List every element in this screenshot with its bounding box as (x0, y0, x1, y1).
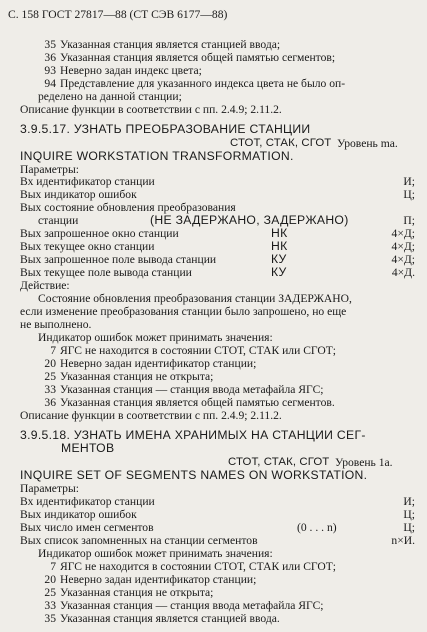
error-code: 35 (44, 612, 56, 625)
param-kind: Ц; (403, 508, 415, 521)
action-label: Действие: (20, 279, 70, 292)
param-name: Вых состояние обновления преобразования (20, 201, 236, 214)
error-text: Указанная станция является станцией ввода; (60, 38, 281, 51)
error-code: 94 (44, 77, 56, 90)
error-text: Неверно задан идентификатор станции; (60, 573, 257, 586)
param-type: КУ (271, 265, 287, 279)
param-kind: 4×Д; (391, 253, 415, 266)
error-code: 25 (44, 370, 56, 383)
action-text: если изменение преобразования станции было запрошено, но еще (20, 305, 347, 318)
error-code: 7 (50, 344, 56, 357)
params-label: Параметры: (20, 163, 79, 176)
param-kind: П; (403, 214, 415, 227)
param-kind: И; (403, 175, 415, 188)
params-label: Параметры: (20, 482, 79, 495)
section-level: Уровень 1a. (335, 456, 393, 469)
section-heading: 3.9.5.17. УЗНАТЬ ПРЕОБРАЗОВАНИЕ СТАНЦИИ (20, 122, 311, 136)
error-text: Указанная станция является станцией ввода. (60, 612, 280, 625)
error-code: 35 (44, 38, 56, 51)
param-name: Вых список запомненных на станции сегментов (20, 534, 258, 547)
param-kind: 4×Д; (391, 240, 415, 253)
error-text: Указанная станция — станция ввода метафайла ЯГС; (60, 599, 324, 612)
param-name: Вых число имен сегментов (20, 521, 154, 534)
section-english-title: INQUIRE WORKSTATION TRANSFORMATION. (20, 149, 294, 163)
param-name: Вых индикатор ошибок (20, 508, 137, 521)
page-header: С. 158 ГОСТ 27817—88 (СТ СЭВ 6177—88) (8, 8, 228, 21)
error-code: 20 (44, 573, 56, 586)
param-kind: Ц; (403, 188, 415, 201)
section-level: Уровень ma. (337, 137, 398, 150)
errors-intro: Индикатор ошибок может принимать значения: (38, 547, 273, 560)
error-text: ЯГС не находится в состоянии СТОТ, СТАК или СГОТ; (60, 560, 337, 573)
param-name: Вых запрошенное окно станции (20, 227, 179, 240)
section-english-title: INQUIRE SET OF SEGMENTS NAMES ON WORKSTATION. (20, 468, 368, 482)
function-description: Описание функции в соответствии с пп. 2.4.9; 2.11.2. (20, 409, 282, 422)
error-code: 36 (44, 51, 56, 64)
param-kind: 4×Д. (391, 266, 415, 279)
param-name: Вых индикатор ошибок (20, 188, 137, 201)
section-states: СТОТ, СТАК, СГОТ (230, 137, 332, 149)
param-type: НК (271, 226, 288, 240)
param-kind: Ц; (403, 521, 415, 534)
error-text: Указанная станция не открыта; (60, 370, 214, 383)
param-kind: n×И. (391, 534, 415, 547)
errors-intro: Индикатор ошибок может принимать значения: (38, 331, 273, 344)
error-code: 25 (44, 586, 56, 599)
param-type: НК (271, 239, 288, 253)
error-text: Указанная станция не открыта; (60, 586, 214, 599)
error-code: 7 (50, 560, 56, 573)
error-code: 33 (44, 599, 56, 612)
param-name: станции (38, 214, 79, 227)
error-code: 93 (44, 64, 56, 77)
error-text: Неверно задан идентификатор станции; (60, 357, 257, 370)
function-description: Описание функции в соответствии с пп. 2.4.9; 2.11.2. (20, 103, 282, 116)
param-type: (0 . . . n) (297, 521, 337, 534)
error-text: Указанная станция является общей памятью сегментов. (60, 396, 335, 409)
error-text: Указанная станция является общей памятью сегментов; (60, 51, 336, 64)
error-text: Представление для указанного индекса цвета не было оп- (60, 77, 346, 90)
param-name: Вх идентификатор станции (20, 175, 155, 188)
section-states: СТОТ, СТАК, СГОТ (228, 456, 330, 468)
param-name: Вых текущее окно станции (20, 240, 155, 253)
param-name: Вых текущее поле вывода станции (20, 266, 192, 279)
error-text: ЯГС не находится в состоянии СТОТ, СТАК или СГОТ; (60, 344, 337, 357)
param-type: (НЕ ЗАДЕРЖАНО, ЗАДЕРЖАНО) (150, 213, 349, 227)
section-heading-continuation: МЕНТОВ (61, 441, 115, 455)
error-code: 36 (44, 396, 56, 409)
error-code: 20 (44, 357, 56, 370)
error-code: 33 (44, 383, 56, 396)
action-text: не выполнено. (20, 318, 92, 331)
error-text: Указанная станция — станция ввода метафайла ЯГС; (60, 383, 324, 396)
param-kind: 4×Д; (391, 227, 415, 240)
error-text-continuation: ределено на данной станции; (38, 90, 182, 103)
action-text: Состояние обновления преобразования станции ЗАДЕРЖАНО, (38, 292, 352, 305)
param-kind: И; (403, 495, 415, 508)
error-text: Неверно задан индекс цвета; (60, 64, 202, 77)
section-heading: 3.9.5.18. УЗНАТЬ ИМЕНА ХРАНИМЫХ НА СТАНЦИИ СЕГ- (20, 428, 366, 442)
param-name: Вх идентификатор станции (20, 495, 155, 508)
param-type: КУ (271, 252, 287, 266)
param-name: Вых запрошенное поле вывода станции (20, 253, 217, 266)
